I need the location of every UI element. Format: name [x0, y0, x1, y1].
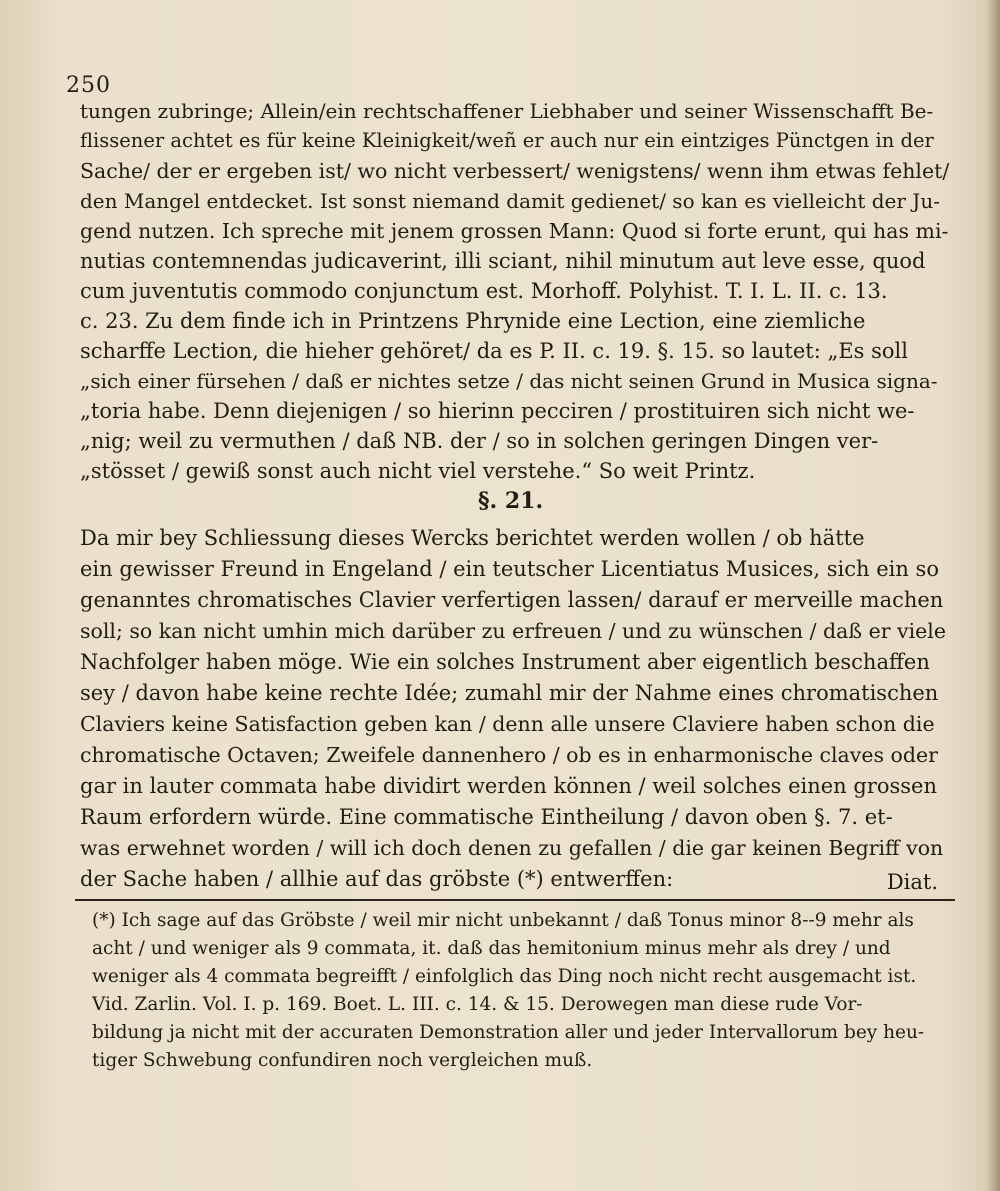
text-line: cum juventutis commodo conjunctum est. Morhoff. Polyhist. T. I. L. II. c. 13. — [80, 279, 888, 303]
text-line: „stösset / gewiß sonst auch nicht viel verstehe.“ So weit Printz. — [80, 459, 756, 483]
text-line: „toria habe. Denn diejenigen / so hierinn pecciren / prostituiren sich nicht we- — [80, 399, 915, 423]
text-line: Claviers keine Satisfaction geben kan / denn alle unsere Claviere haben schon die — [80, 712, 935, 736]
text-line: c. 23. Zu dem finde ich in Printzens Phrynide eine Lection, eine ziemliche — [80, 309, 866, 333]
footnote-line: bildung ja nicht mit der accuraten Demonstration aller und jeder Intervallorum bey heu- — [92, 1022, 925, 1043]
footnote-line: acht / und weniger als 9 commata, it. daß das hemitonium minus mehr als drey / und — [92, 938, 891, 959]
footnote-line: Vid. Zarlin. Vol. I. p. 169. Boet. L. III. c. 14. & 15. Derowegen man diese rude Vor- — [92, 994, 863, 1015]
text-line: der Sache haben / allhie auf das gröbste (*) entwerffen: — [80, 867, 674, 891]
page-number: 250 — [66, 73, 111, 98]
text-line: sey / davon habe keine rechte Idée; zumahl mir der Nahme eines chromatischen — [80, 681, 939, 705]
text-line: gar in lauter commata habe dividirt werden können / weil solches einen grossen — [80, 774, 938, 798]
text-line: chromatische Octaven; Zweifele dannenhero / ob es in enharmonische claves oder — [80, 743, 938, 767]
text-line: scharffe Lection, die hieher gehöret/ da es P. II. c. 19. §. 15. so lautet: „Es soll — [80, 339, 908, 363]
text-line: Raum erfordern würde. Eine commatische Eintheilung / davon oben §. 7. et- — [80, 805, 893, 829]
text-line: flissener achtet es für keine Kleinigkeit/weñ er auch nur ein eintziges Pünctgen in der — [80, 129, 934, 152]
text-line: gend nutzen. Ich spreche mit jenem grossen Mann: Quod si forte erunt, qui has mi- — [80, 219, 949, 243]
text-line: tungen zubringe; Allein/ein rechtschaffener Liebhaber und seiner Wissenschafft Be- — [80, 99, 934, 123]
text-line: „sich einer fürsehen / daß er nichtes setze / das nicht seinen Grund in Musica signa- — [80, 369, 938, 393]
text-line: Da mir bey Schliessung dieses Wercks berichtet werden wollen / ob hätte — [80, 526, 865, 550]
text-line: Nachfolger haben möge. Wie ein solches Instrument aber eigentlich beschaffen — [80, 650, 930, 674]
text-line: den Mangel entdecket. Ist sonst niemand damit gedienet/ so kan es vielleicht der Ju- — [80, 189, 940, 213]
footnote — [92, 907, 962, 1075]
text-line: soll; so kan nicht umhin mich darüber zu erfreuen / und zu wünschen / daß er viele — [80, 619, 946, 643]
text-line: „nig; weil zu vermuthen / daß NB. der / so in solchen geringen Dingen ver- — [80, 429, 879, 453]
catchword: Diat. — [886, 870, 938, 894]
text-line: nutias contemnendas judicaverint, illi sciant, nihil minutum aut leve esse, quod — [80, 249, 926, 273]
text-line: was erwehnet worden / will ich doch denen zu gefallen / die gar keinen Begriff von — [80, 836, 944, 860]
body-text-section — [80, 523, 950, 895]
text-line: ein gewisser Freund in Engeland / ein teutscher Licentiatus Musices, sich ein so — [80, 557, 939, 581]
text-line: Sache/ der er ergeben ist/ wo nicht verbessert/ wenigstens/ wenn ihm etwas fehlet/ — [80, 159, 950, 183]
body-text-top — [80, 96, 950, 486]
footnote-line: (*) Ich sage auf das Gröbste / weil mir nicht unbekannt / daß Tonus minor 8--9 mehr als — [92, 910, 914, 931]
page-edge-shadow — [986, 0, 1000, 1191]
text-line: genanntes chromatisches Clavier verfertigen lassen/ darauf er merveille machen — [80, 588, 944, 612]
footnote-line: tiger Schwebung confundiren noch vergleichen muß. — [92, 1050, 593, 1071]
section-heading: §. 21. — [478, 488, 544, 514]
footnote-line: weniger als 4 commata begreifft / einfolglich das Ding noch nicht recht ausgemacht ist. — [92, 966, 917, 987]
footnote-rule — [75, 899, 955, 901]
